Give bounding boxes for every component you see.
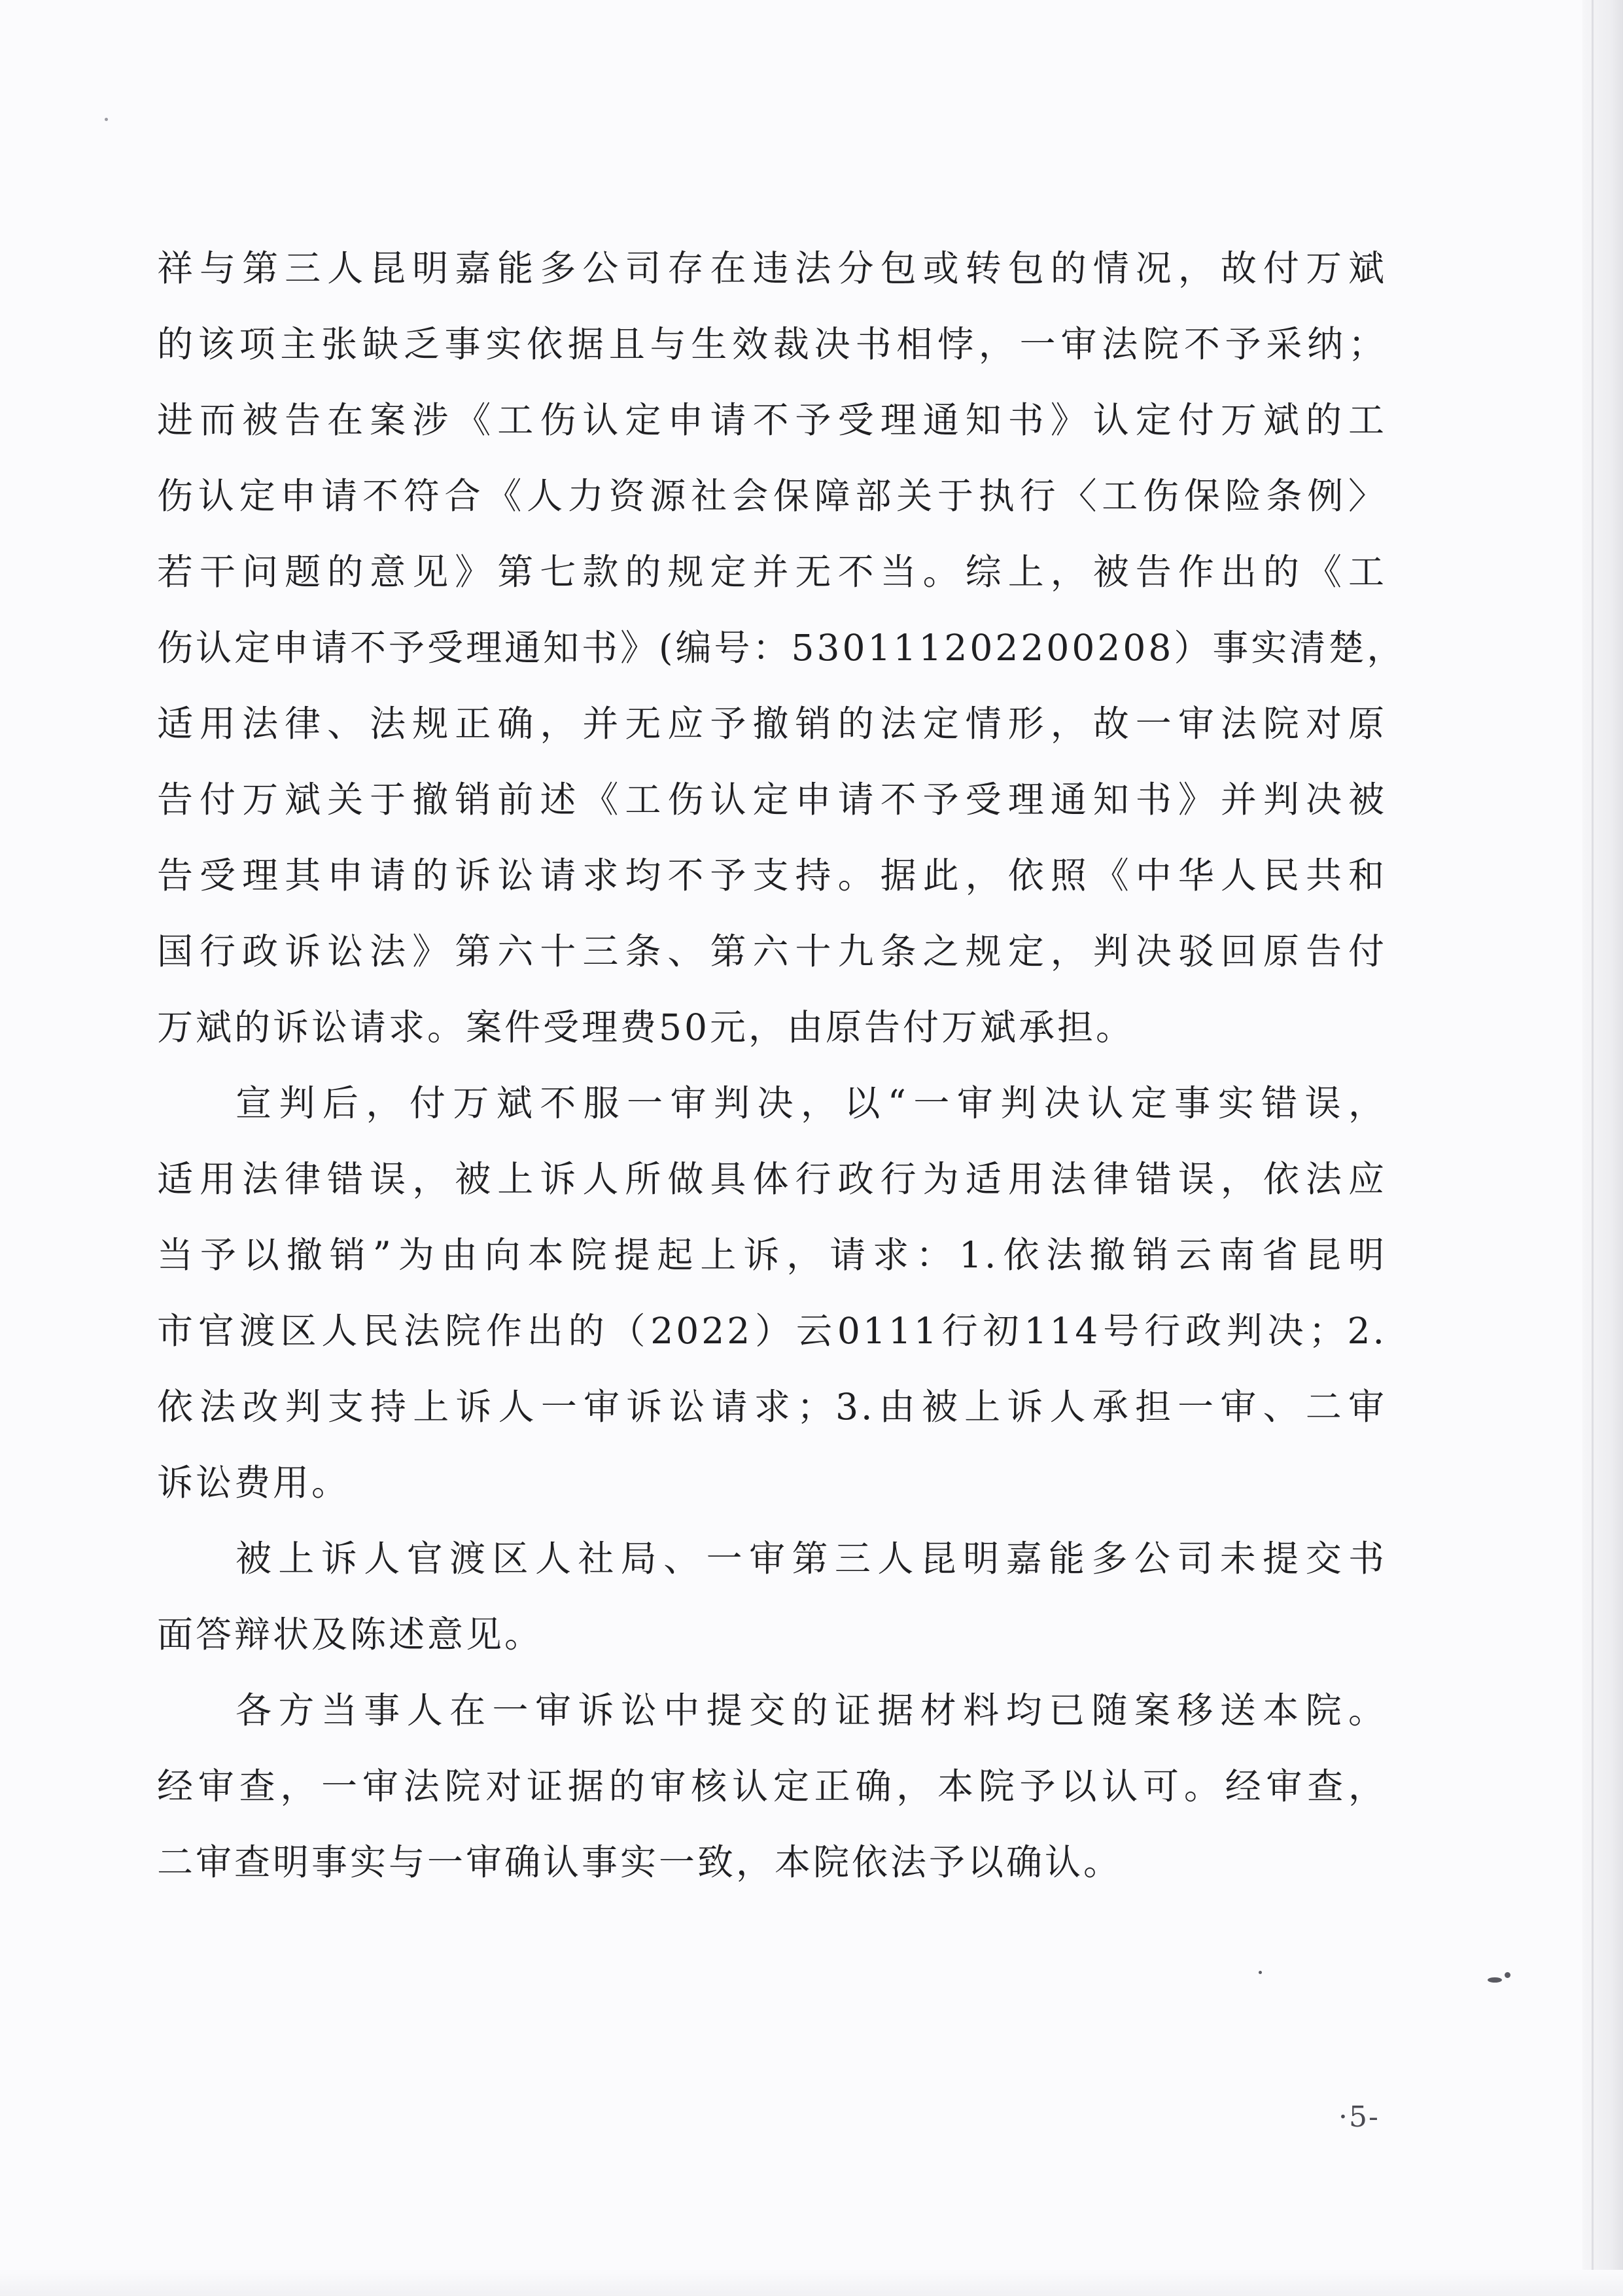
scan-speck bbox=[105, 118, 108, 121]
text-line: 经审查，一审法院对证据的审核认定正确，本院予以认可。经审查， bbox=[157, 1765, 1387, 1807]
text-line: 伤认定申请不予受理通知书》(编号：530111202200208）事实清楚， bbox=[157, 627, 1406, 669]
text-line: 适用法律错误，被上诉人所做具体行政行为适用法律错误，依法应 bbox=[157, 1158, 1387, 1200]
text-line: 进而被告在案涉《工伤认定申请不予受理通知书》认定付万斌的工 bbox=[157, 399, 1387, 441]
scan-speck bbox=[1505, 1972, 1510, 1978]
text-line: 诉讼费用。 bbox=[157, 1462, 351, 1504]
scan-edge-line bbox=[1592, 0, 1594, 2296]
paragraph-start-line: 被上诉人官渡区人社局、一审第三人昆明嘉能多公司未提交书 bbox=[236, 1538, 1387, 1580]
text-line: 告付万斌关于撤销前述《工伤认定申请不予受理通知书》并判决被 bbox=[157, 779, 1387, 821]
scan-speck bbox=[1488, 1977, 1502, 1983]
text-line: 二审查明事实与一审确认事实一致，本院依法予以确认。 bbox=[157, 1841, 1123, 1883]
text-line: 当予以撤销”为由向本院提起上诉，请求：1.依法撤销云南省昆明 bbox=[157, 1234, 1387, 1276]
scan-bottom-shadow bbox=[0, 2270, 1623, 2296]
text-line: 祥与第三人昆明嘉能多公司存在违法分包或转包的情况，故付万斌 bbox=[157, 247, 1387, 289]
text-line: 伤认定申请不符合《人力资源社会保障部关于执行〈工伤保险条例〉 bbox=[157, 475, 1387, 517]
text-line: 依法改判支持上诉人一审诉讼请求；3.由被上诉人承担一审、二审 bbox=[157, 1386, 1387, 1428]
text-line: 适用法律、法规正确，并无应予撤销的法定情形，故一审法院对原 bbox=[157, 703, 1387, 745]
text-line: 的该项主张缺乏事实依据且与生效裁决书相悖，一审法院不予采纳； bbox=[157, 323, 1387, 365]
page-number-dash-right: - bbox=[1369, 2100, 1380, 2134]
paragraph-start-line: 宣判后，付万斌不服一审判决，以“一审判决认定事实错误， bbox=[236, 1082, 1387, 1124]
judgment-text-body bbox=[157, 230, 1406, 1900]
paragraph-start-line: 各方当事人在一审诉讼中提交的证据材料均已随案移送本院。 bbox=[236, 1689, 1387, 1731]
page-number-value: 5 bbox=[1349, 2100, 1369, 2134]
page-number-dash-left: · bbox=[1338, 2100, 1349, 2134]
page-number bbox=[1338, 2100, 1380, 2134]
text-line: 万斌的诉讼请求。案件受理费50元，由原告付万斌承担。 bbox=[157, 1006, 1134, 1048]
text-line: 告受理其申请的诉讼请求均不予支持。据此，依照《中华人民共和 bbox=[157, 855, 1387, 896]
text-line: 市官渡区人民法院作出的（2022）云0111行初114号行政判决；2. bbox=[157, 1310, 1387, 1352]
text-line: 国行政诉讼法》第六十三条、第六十九条之规定，判决驳回原告付 bbox=[157, 930, 1387, 972]
scan-edge-shadow bbox=[1582, 0, 1623, 2296]
scan-speck bbox=[1259, 1971, 1262, 1974]
text-line: 若干问题的意见》第七款的规定并无不当。综上，被告作出的《工 bbox=[157, 551, 1387, 593]
text-line: 面答辩状及陈述意见。 bbox=[157, 1614, 544, 1655]
